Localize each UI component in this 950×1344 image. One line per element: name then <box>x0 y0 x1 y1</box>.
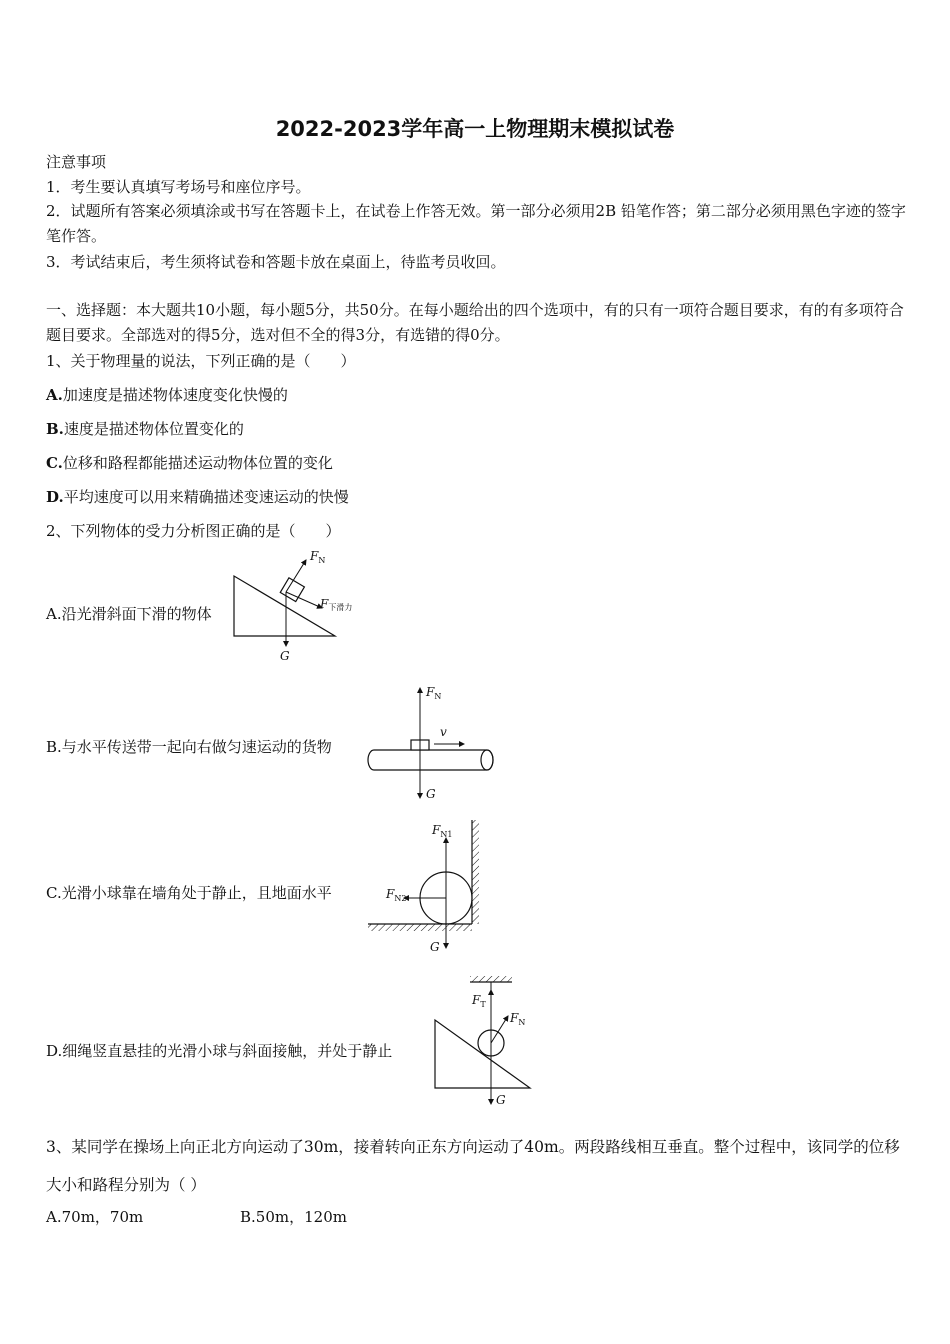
q2-option-a-label: A.沿光滑斜面下滑的物体 <box>46 605 212 623</box>
conveyor-belt <box>368 750 493 770</box>
label-fn: $F_N$ <box>310 549 326 565</box>
ceiling-hatch <box>470 976 512 982</box>
q2-option-b-label: B.与水平传送带一起向右做匀速运动的货物 <box>46 738 332 756</box>
slide-force-arrow <box>286 592 322 608</box>
q3-option-b: B.50m，120m <box>240 1208 347 1226</box>
label-g: G <box>430 940 440 954</box>
incline-wedge <box>435 1020 530 1088</box>
label-fn2: $F_{N2}$ <box>386 887 407 903</box>
q1-option-b: B.速度是描述物体位置变化的 <box>46 420 244 438</box>
notice-heading: 注意事项 <box>46 153 107 171</box>
label-fn: $F_N$ <box>426 685 442 701</box>
question-1-stem: 1、关于物理量的说法，下列正确的是（ ） <box>46 352 356 370</box>
exam-title: 2022-2023学年高一上物理期末模拟试卷 <box>275 117 675 141</box>
notice-item-3: 3．考试结束后，考生须将试卷和答题卡放在桌面上，待监考员收回。 <box>46 253 506 271</box>
q1-option-d: D.平均速度可以用来精确描述变速运动的快慢 <box>46 488 349 506</box>
q2-option-c-diagram <box>364 818 494 958</box>
label-ft: $F_T$ <box>472 993 486 1009</box>
question-2-stem: 2、下列物体的受力分析图正确的是（ ） <box>46 522 341 540</box>
label-f-slide: F下滑力 <box>320 597 353 612</box>
label-fn: $F_N$ <box>510 1011 526 1027</box>
label-g: G <box>496 1093 506 1107</box>
label-v: v <box>440 725 447 739</box>
question-3-stem: 3、某同学在操场上向正北方向运动了30m，接着转向正东方向运动了40m。两段路线相互垂直。整个过程中，该同学的位移大小和路程分别为（ ） <box>46 1138 900 1194</box>
floor-hatch <box>368 924 472 931</box>
q2-option-a-diagram <box>230 548 353 666</box>
q3-option-a: A.70m，70m <box>46 1208 144 1226</box>
label-fn1: $F_{N1}$ <box>432 823 453 839</box>
q2-option-d-diagram <box>430 974 540 1112</box>
notice-item-2: 2．试题所有答案必须填涂或书写在答题卡上，在试卷上作答无效。第一部分必须用2B 铅笔作答；第二部分必须用黑色字迹的签字笔作答。 <box>46 202 906 245</box>
label-g: G <box>426 787 436 801</box>
normal-force-arrow <box>491 1016 508 1043</box>
label-g: G <box>280 649 290 663</box>
q1-option-c: C.位移和路程都能描述运动物体位置的变化 <box>46 454 333 472</box>
section-1-instructions: 一、选择题：本大题共10小题，每小题5分，共50分。在每小题给出的四个选项中，有的只有一项符合题目要求，有的有多项符合题目要求。全部选对的得5分，选对但不全的得3分，有选错的得0分。 <box>46 301 904 344</box>
wall-hatch <box>472 820 479 924</box>
q2-option-b-diagram <box>364 684 499 804</box>
q1-option-a: A.加速度是描述物体速度变化快慢的 <box>46 386 288 404</box>
q2-option-c-label: C.光滑小球靠在墙角处于静止，且地面水平 <box>46 884 332 902</box>
notice-item-1: 1．考生要认真填写考场号和座位序号。 <box>46 178 311 196</box>
q2-option-d-label: D.细绳竖直悬挂的光滑小球与斜面接触，并处于静止 <box>46 1042 393 1060</box>
